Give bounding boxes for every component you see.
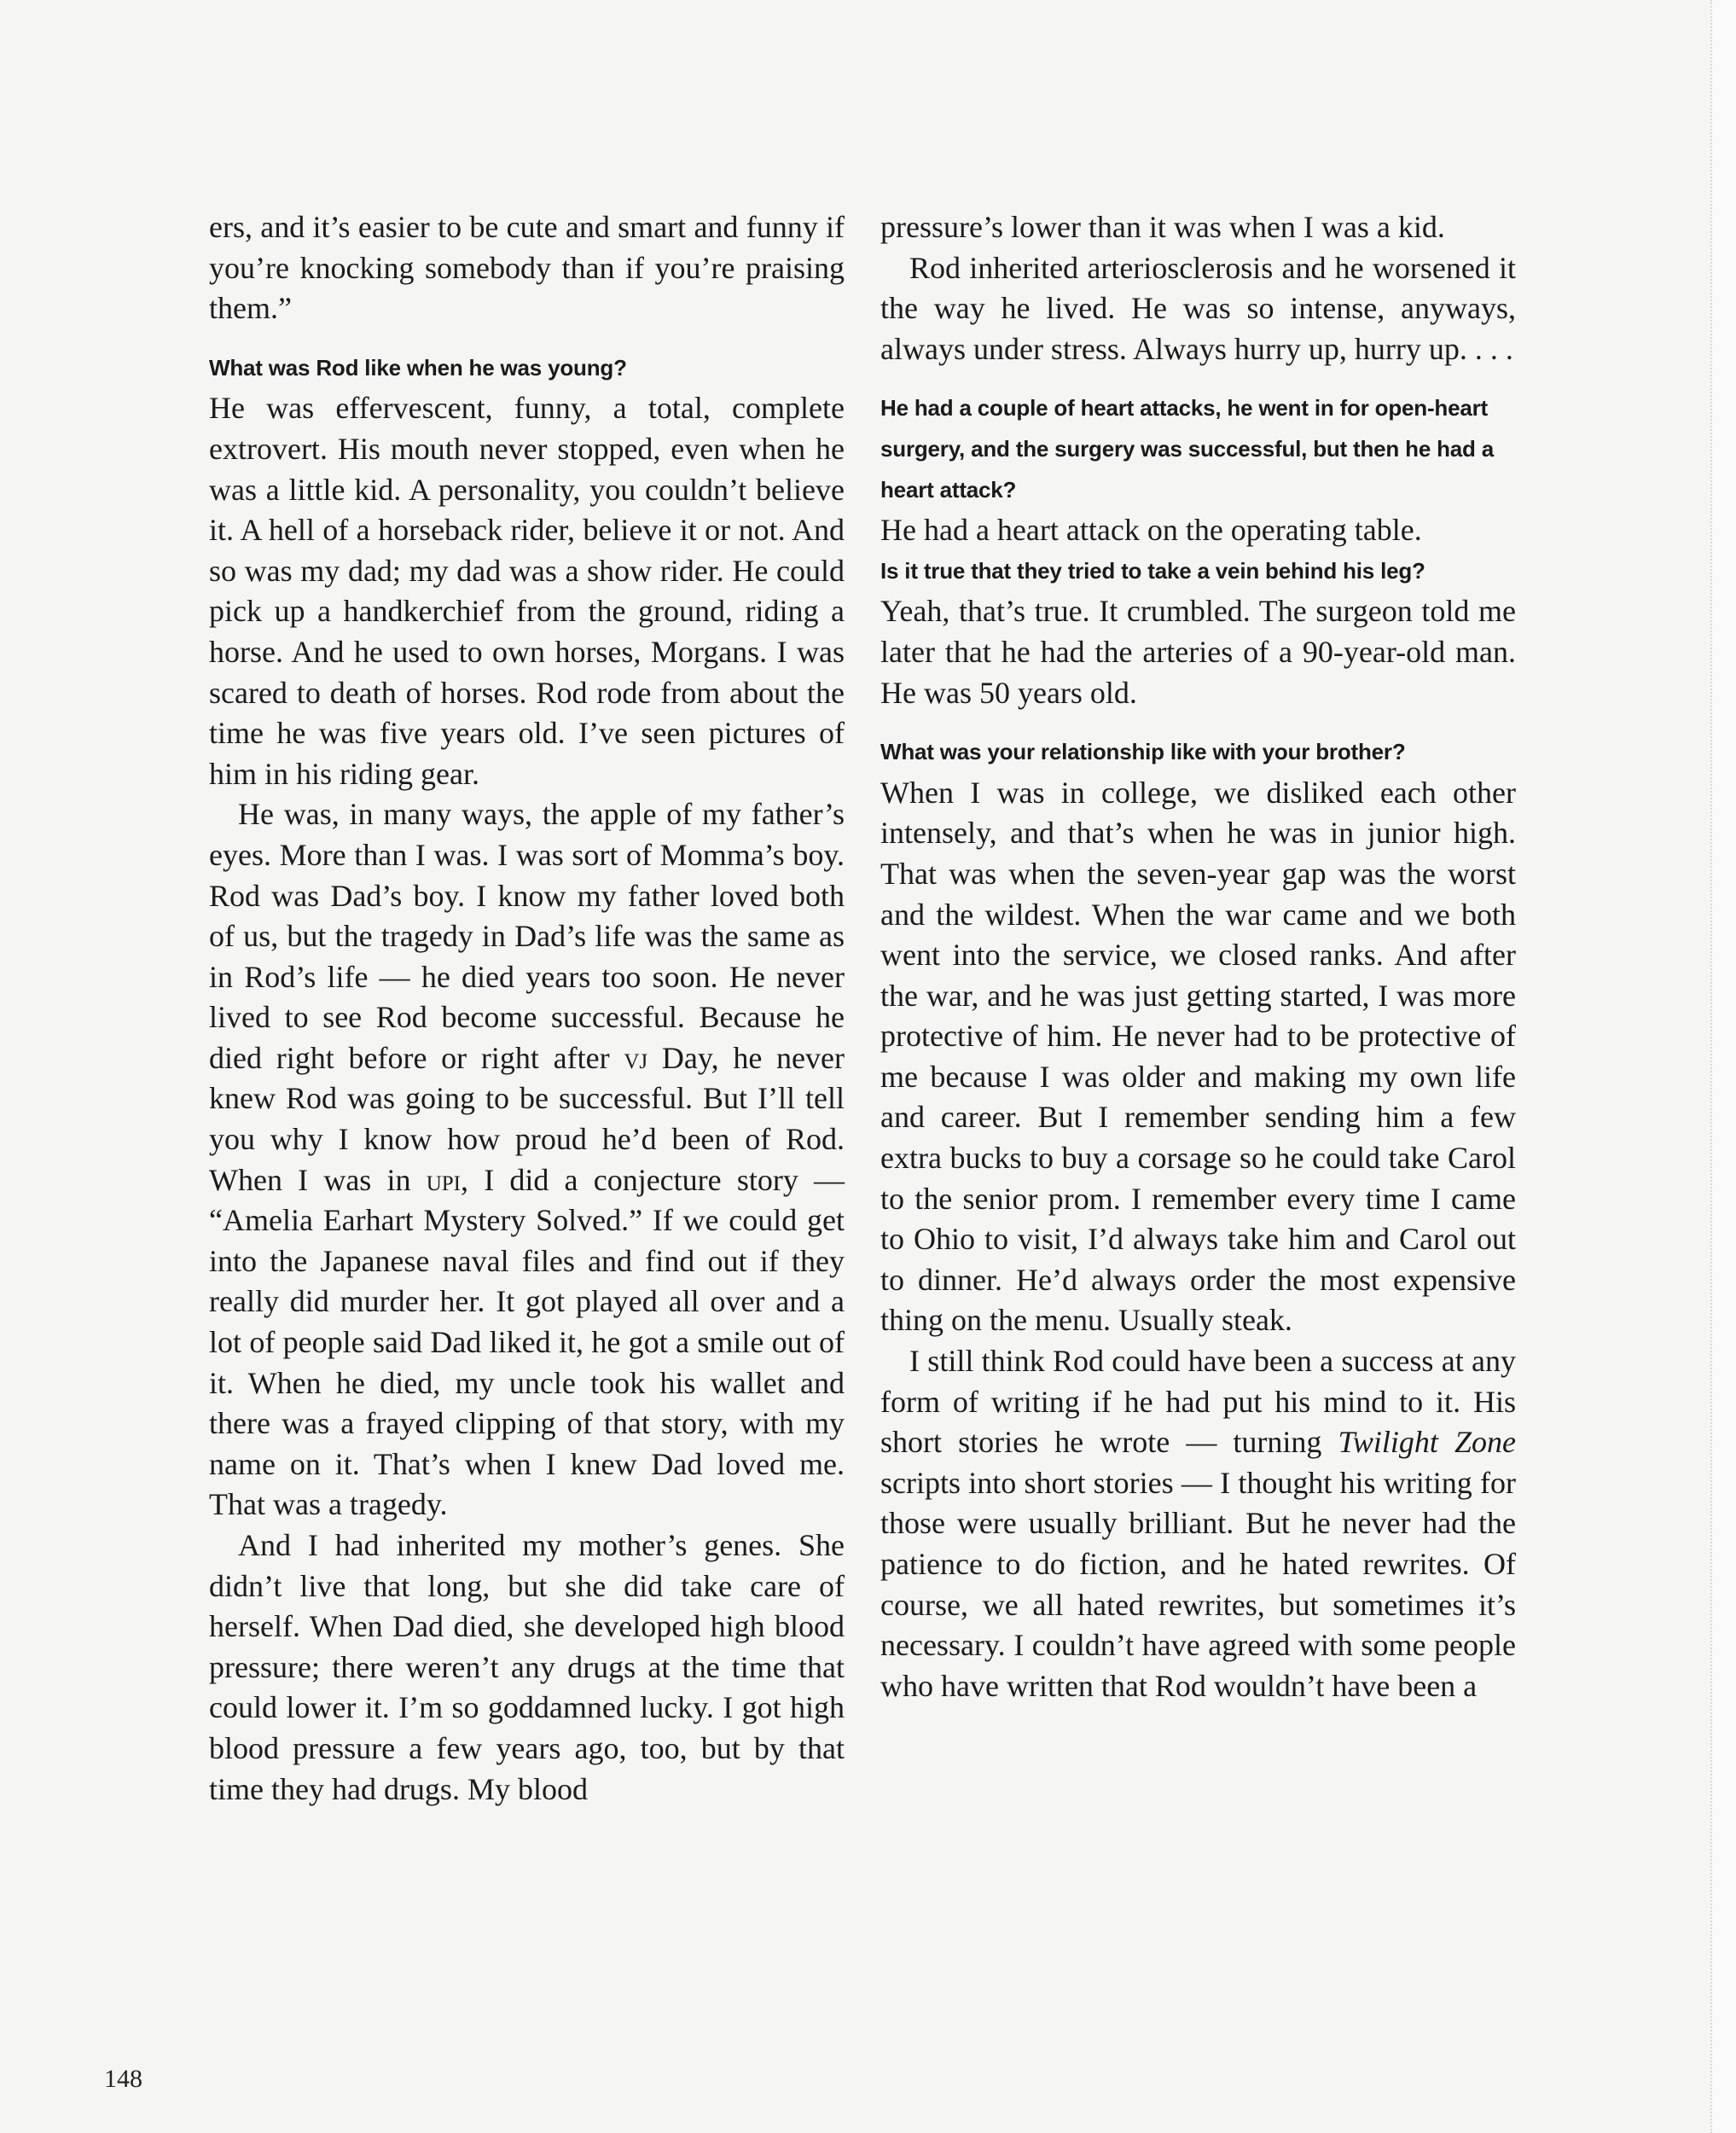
paragraph-continuation: ers, and it’s easier to be cute and smart and funny if you’re knocking somebody than if you’re praising them.”	[209, 210, 845, 326]
interview-question: Is it true that they tried to take a vein behind his leg?	[880, 557, 1425, 584]
text-span: scripts into short stories — I thought his writing for those were usually brilliant. But he never had the patience to do fiction, and he hated rewrites. Of course, we all hated rewrites, but sometimes it’s necessary. I couldn’t have agreed with some people who have written that Rod wouldn’t have been a	[880, 1465, 1516, 1703]
left-column	[209, 207, 845, 1810]
text-span: I still think Rod could have been a success at any form of writing if he had put his mind to it. His short stories he wrote — turning	[880, 1344, 1516, 1460]
abbreviation-vj: vj	[624, 1040, 648, 1075]
text-span: Day, he never knew Rod was going to be successful. But I’ll tell you why I know how proud he’d been of Rod. When I was in	[209, 1040, 845, 1197]
text-span: , I did a conjecture story — “Amelia Earhart Mystery Solved.” If we could get into the Japanese naval files and find out if they really did murder her. It got played all over and a lot of people said Dad liked it, he got a smile out of it. When he died, my uncle took his wallet and there was a frayed clipping of that story, with my name on it. That’s when I knew Dad loved me. That was a tragedy.	[209, 1162, 845, 1522]
paragraph	[880, 1341, 1516, 1706]
interview-question: What was Rod like when he was young?	[209, 354, 627, 381]
abbreviation-upi: upi	[426, 1162, 461, 1197]
page-number: 148	[104, 2065, 142, 2093]
paragraph-continuation: pressure’s lower than it was when I was a kid.	[880, 210, 1445, 244]
interview-question: He had a couple of heart attacks, he went in for open-heart surgery, and the surgery was successful, but then he had a heart attack?	[880, 395, 1495, 503]
right-column	[880, 207, 1516, 1706]
interview-answer: Yeah, that’s true. It crumbled. The surgeon told me later that he had the arteries of a 90-year-old man. He was 50 years old.	[880, 594, 1516, 710]
interview-answer: He was effervescent, funny, a total, complete extrovert. His mouth never stopped, even when he was a little kid. A personality, you couldn’t believe it. A hell of a horseback rider, believe it or not. And so was my dad; my dad was a show rider. He could pick up a handkerchief from the ground, riding a horse. And he used to own horses, Morgans. I was scared to death of horses. Rod rode from about the time he was five years old. I’ve seen pictures of him in his riding gear.	[209, 391, 845, 791]
paragraph: Rod inherited arteriosclerosis and he worsened it the way he lived. He was so intense, anyways, always under stress. Always hurry up, hurry up. . . .	[880, 250, 1516, 366]
text-span: He was, in many ways, the apple of my father’s eyes. More than I was. I was sort of Momma’s boy. Rod was Dad’s boy. I know my father loved both of us, but the tragedy in Dad’s life was the same as in Rod’s life — he died years too soon. He never lived to see Rod become successful. Because he died right before or right after	[209, 797, 845, 1075]
interview-answer: When I was in college, we disliked each other intensely, and that’s when he was in junior high. That was when the seven-year gap was the worst and the wildest. When the war came and we both went into the service, we closed ranks. And after the war, and he was just getting started, I was more protective of him. He never had to be protective of me because I was older and making my own life and career. But I remember sending him a few extra bucks to buy a corsage so he could take Carol to the senior prom. I remember every time I came to Ohio to visit, I’d always take him and Carol out to dinner. He’d always order the most expensive thing on the menu. Usually steak.	[880, 775, 1516, 1338]
italic-title: Twilight Zone	[1338, 1425, 1516, 1460]
page-edge	[1710, 0, 1736, 2133]
paragraph	[209, 794, 845, 1526]
interview-answer: He had a heart attack on the operating table.	[880, 513, 1422, 548]
paragraph: And I had inherited my mother’s genes. She didn’t live that long, but she did take care of herself. When Dad died, she developed high blood pressure; there weren’t any drugs at the time that could lower it. I’m so goddamned lucky. I got high blood pressure a few years ago, too, but by that time they had drugs. My blood	[209, 1528, 845, 1806]
interview-question: What was your relationship like with your brother?	[880, 739, 1406, 765]
